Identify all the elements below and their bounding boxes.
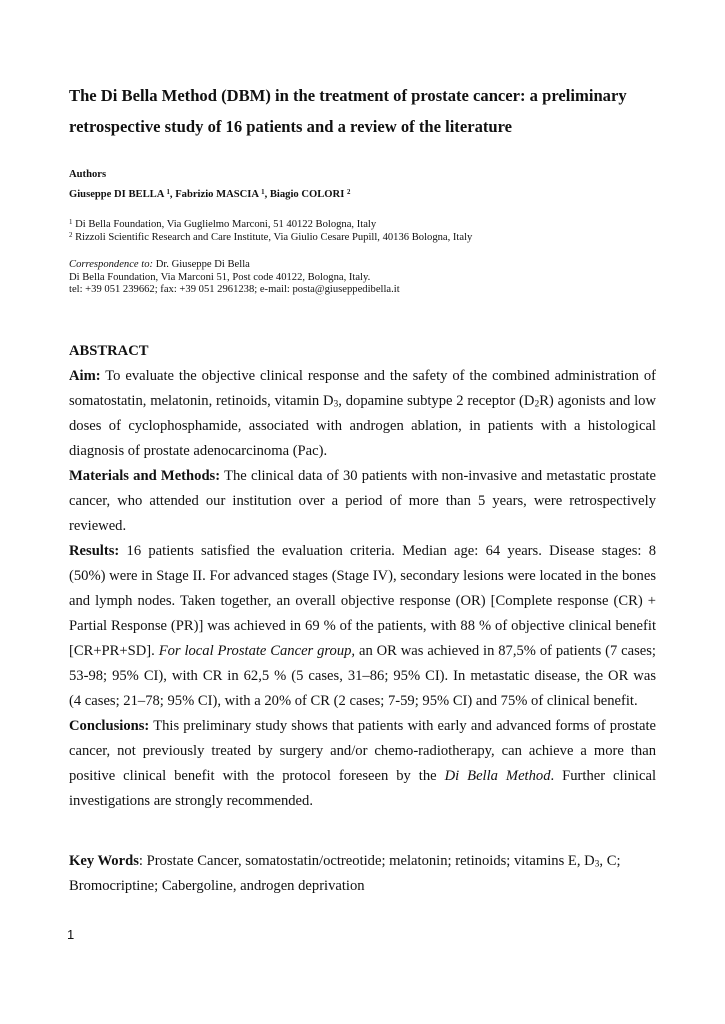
results-line-7: (4 cases; 21–78; 95% CI), with a 20% of CR (2 cases; 7-59; 95% CI) and 75% of clinical benefit. [69, 693, 638, 709]
results-line-2: (50%) were in Stage II. For advanced stages (Stage IV), secondary lesions were located in the bones [69, 568, 656, 584]
affiliation-2: $^2$ Rizzoli Scientific Research and Care Institute, Via Giulio Cesare Pupill, 40136 Bologna, Italy [69, 231, 473, 243]
correspondence-label: Correspondence to: [69, 259, 154, 270]
authors-list: Giuseppe DI BELLA $^1$, Fabrizio MASCIA $^1$, Biagio COLORI $^2$ [69, 188, 351, 200]
paper-title-line-1: The Di Bella Method (DBM) in the treatment of prostate cancer: a preliminary [69, 86, 627, 105]
page-number: 1 [67, 927, 75, 942]
results-line-6: 53-98; 95% CI), with CR in 62,5 % (5 cases, 31–86; 95% CI). In metastatic disease, the OR was [69, 668, 656, 684]
conclusions-line-4: investigations are strongly recommended. [69, 793, 313, 809]
conclusions-line-2: cancer, not previously treated by surgery and/or chemo-radiotherapy, can achieve a more than [69, 743, 656, 759]
correspondence-name: Dr. Giuseppe Di Bella [155, 259, 250, 270]
keywords-label: Key Words [69, 853, 139, 869]
conclusions-label: Conclusions: [69, 718, 150, 734]
correspondence-contact: tel: +39 051 239662; fax: +39 051 2961238; e-mail: posta@giuseppedibella.it [69, 284, 400, 295]
affiliation-1: $^1$ Di Bella Foundation, Via Guglielmo Marconi, 51 40122 Bologna, Italy [69, 218, 377, 230]
authors-heading: Authors [69, 169, 107, 180]
results-line-3: and lymph nodes. Taken together, an overall objective response (OR) [Complete response (CR) + [69, 593, 656, 609]
aim-line-1: Aim: To evaluate the objective clinical response and the safety of the combined administration of [69, 368, 656, 384]
methods-line-3: reviewed. [69, 518, 127, 534]
methods-line-2: cancer, who attended our institution over a period of more than 5 years, were retrospectively [69, 493, 656, 509]
aim-line-2: somatostatin, melatonin, retinoids, vitamin $D_3$, dopamine subtype 2 receptor $(D_2R)$ agonists and low [69, 393, 656, 410]
methods-label: Materials and Methods: [69, 468, 221, 484]
paper-title-line-2: retrospective study of 16 patients and a review of the literature [69, 117, 513, 136]
keywords-line-2: Bromocriptine; Cabergoline, androgen deprivation [69, 878, 365, 894]
author-affiliation-mark: 1 [166, 188, 170, 196]
results-line-1: Results: 16 patients satisfied the evaluation criteria. Median age: 64 years. Disease stages: 8 [69, 543, 656, 559]
results-line-4: Partial Response (PR)] was achieved in 69 % of the patients, with 88 % of objective clinical benefit [69, 618, 656, 634]
author-name: Fabrizio MASCIA [175, 189, 259, 200]
aim-line-4: diagnosis of prostate adenocarcinoma (Pac). [69, 443, 328, 459]
author-name: Giuseppe DI BELLA [69, 189, 164, 200]
aim-label: Aim: [69, 368, 101, 384]
methods-line-1: Materials and Methods: The clinical data of 30 patients with non-invasive and metastatic prostate [69, 468, 656, 484]
conclusions-line-3: positive clinical benefit with the protocol foreseen by the Di Bella Method. Further clinical [69, 768, 656, 784]
abstract-heading: ABSTRACT [69, 343, 149, 359]
author-affiliation-mark: 2 [346, 188, 351, 196]
correspondence-address: Di Bella Foundation, Via Marconi 51, Post code 40122, Bologna, Italy. [69, 272, 371, 283]
aim-line-3: doses of cyclophosphamide, associated with androgen ablation, in patients with a histological [69, 418, 656, 434]
correspondence-line [69, 259, 250, 270]
results-label: Results: [69, 543, 120, 559]
author-name: Biagio COLORI [269, 189, 345, 200]
keywords-line-1: Key Words: Prostate Cancer, somatostatin/octreotide; melatonin; retinoids; vitamins E, $D_3$, C; [69, 853, 621, 870]
conclusions-line-1: Conclusions: This preliminary study shows that patients with early and advanced forms of prostate [69, 718, 656, 734]
results-line-5: [CR+PR+SD]. For local Prostate Cancer group, an OR was achieved in 87,5% of patients (7 cases; [69, 643, 656, 659]
author-affiliation-mark: 1 [261, 188, 265, 196]
